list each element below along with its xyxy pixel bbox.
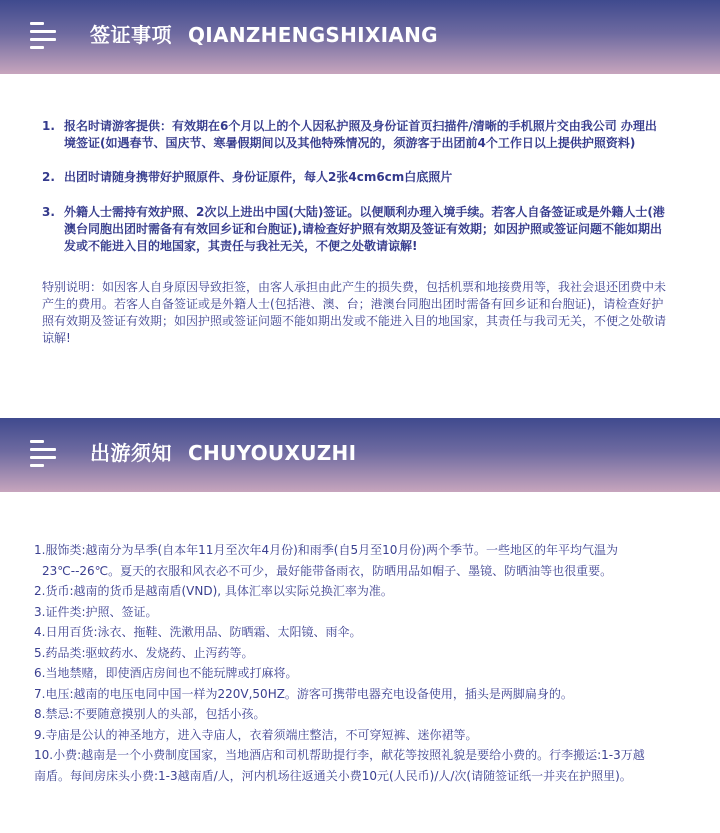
list-item: 4.日用百货:泳衣、拖鞋、洗漱用品、防晒霜、太阳镜、雨伞。 <box>34 625 362 639</box>
notice-title-cn: 出游须知 <box>90 441 172 465</box>
list-item: 2.货币:越南的货币是越南盾(VND), 具体汇率以实际兑换汇率为准。 <box>34 584 393 598</box>
item-text: 报名时请游客提供：有效期在6个月以上的个人因私护照及身份证首页扫描件/清晰的手机照片交由我公司 办理出境签证(如遇春节、国庆节、寒暑假期间以及其他特殊情况的，须游客于出团前4个工作日以上提供护照资料) <box>64 119 657 150</box>
item-number: 3. <box>42 205 55 219</box>
visa-title-cn: 签证事项 <box>90 23 172 47</box>
list-item: 8.禁忌:不要随意摸别人的头部，包括小孩。 <box>34 707 266 721</box>
visa-requirements-list <box>42 118 668 272</box>
item-text-continued: 23℃--26℃。夏天的衣服和风衣必不可少，最好能带备雨衣，防晒用品如帽子、墨镜、防晒油等也很重要。 <box>42 563 613 578</box>
list-item: 3.证件类:护照、签证。 <box>34 604 158 619</box>
menu-icon <box>30 440 56 464</box>
visa-special-note: 特别说明：如因客人自身原因导致拒签，由客人承担由此产生的损失费，包括机票和地接费用等，我社会退还团费中未产生的费用。若客人自备签证或是外籍人士(包括港、澳、台；港澳台同胞出团时需备有回乡证和台胞证)，请检查好护照有效期及签证有效期；如因护照或签证问题不能如期出发或不能进入目的地国家，其责任与我司无关，不便之处敬请谅解! <box>42 280 667 345</box>
list-item: 7.电压:越南的电压电同中国一样为220V,50HZ。游客可携带电器充电设备使用，插头是两脚扁身的。 <box>34 686 573 701</box>
list-item <box>42 204 668 255</box>
list-item: 5.药品类:驱蚊药水、发烧药、止泻药等。 <box>34 645 254 660</box>
notice-section-title <box>90 437 356 466</box>
list-item <box>34 745 674 786</box>
list-item: 6.当地禁赌，即使酒店房间也不能玩牌或打麻将。 <box>34 666 298 680</box>
notice-section-header <box>0 418 720 492</box>
notice-title-en: CHUYOUXUZHI <box>188 441 357 465</box>
list-item <box>42 118 668 152</box>
item-text: 出团时请随身携带好护照原件、身份证原件，每人2张4cm6cm白底照片 <box>64 170 453 184</box>
item-text: 10.小费:越南是一个小费制度国家，当地酒店和司机帮助提行李，献花等按照礼貌是要给小费的。行李搬运:1-3万越 <box>34 748 645 762</box>
list-item <box>42 169 668 186</box>
item-text: 1.服饰类:越南分为旱季(自本年11月至次年4月份)和雨季(自5月至10月份)两个季节。一些地区的年平均气温为 <box>34 543 619 557</box>
list-item <box>34 540 674 581</box>
item-text-continued: 南盾。每间房床头小费:1-3越南盾/人，河内机场往返通关小费10元(人民币)/人/次(请随签证纸一并夹在护照里)。 <box>34 768 632 783</box>
item-number: 2. <box>42 170 55 184</box>
item-text: 外籍人士需持有效护照、2次以上进出中国(大陆)签证。以便顺利办理入境手续。若客人自备签证或是外籍人士(港澳台同胞出团时需备有有效回乡证和台胞证),请检查好护照有效期及签证有效期；如因护照或签证问题不能如期出发或不能进入目的地国家，其责任与我社无关，不便之处敬请谅解! <box>64 205 665 253</box>
travel-notice-list <box>34 540 674 786</box>
list-item: 9.寺庙是公认的神圣地方，进入寺庙人，衣着须端庄整洁，不可穿短裤、迷你裙等。 <box>34 727 478 742</box>
visa-title-en: QIANZHENGSHIXIANG <box>188 23 438 47</box>
menu-icon <box>30 22 56 46</box>
item-number: 1. <box>42 119 55 133</box>
visa-section-header <box>0 0 720 74</box>
visa-section-title <box>90 19 438 48</box>
